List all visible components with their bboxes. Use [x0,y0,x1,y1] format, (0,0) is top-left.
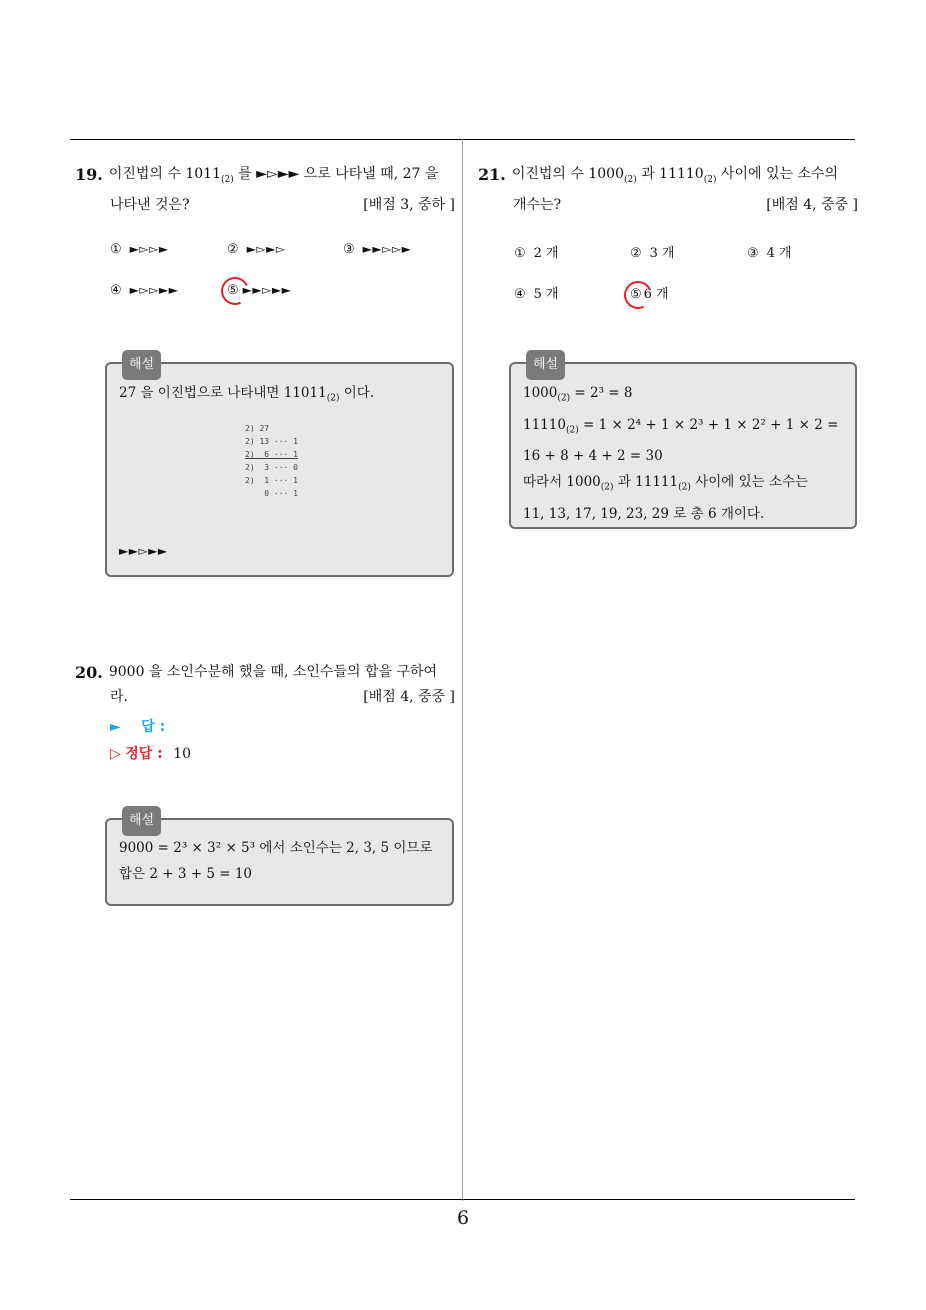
correct-label: 정답 : [125,746,163,762]
correct-answer-row [110,743,191,763]
choice-4[interactable]: ④ ►▻▻►► [110,283,179,298]
explanation-box-21 [509,357,857,529]
choice-2[interactable]: ② 3 개 [630,246,675,261]
explanation-line: 11, 13, 17, 19, 23, 29 로 총 6 개이다. [523,506,765,523]
question-text: 이진법의 수 $1000_{(2)}$ 과 $11110_{(2)}$ 사이에 있는 소수의 [511,166,839,185]
explanation-answer: ►►▻►► [119,544,168,558]
explanation-line: $11110_{(2)} = 1 \times 2^4 + 1 \times 2^3 + 1 \times 2^2 + 1 \times 2$ = [523,416,839,436]
choice-5-correct[interactable]: ⑤ ►►▻►► [227,283,291,298]
choice-2[interactable]: ② ►▻►▻ [227,242,286,257]
explanation-tag: 해설 [122,350,161,380]
answer-row[interactable] [110,716,165,736]
question-number: 20. [75,663,103,682]
red-circle-icon [217,273,253,309]
explanation-tag: 해설 [122,806,161,836]
question-20 [75,660,455,710]
question-21 [478,162,858,218]
explanation-box-19 [105,357,454,577]
choice-3[interactable]: ③ ►►▻▻► [343,242,412,257]
question-19 [75,162,455,218]
bottom-rule [70,1199,855,1200]
explanation-line: 따라서 $1000_{(2)}$ 과 $11111_{(2)}$ 사이에 있는 소수는 [523,474,809,494]
explanation-line: 16 + 8 + 4 + 2 = 30 [523,448,663,465]
correct-value: 10 [173,746,192,762]
explanation-box-20 [105,813,454,906]
question-number: 19. [75,165,103,184]
page-number: 6 [456,1207,470,1229]
choice-4[interactable]: ④ 5 개 [514,287,559,302]
explanation-line: 27 을 이진법으로 나타내면 $11011_{(2)}$ 이다. [119,385,375,404]
explanation-tag: 해설 [526,350,565,380]
choice-1[interactable]: ① ►▻▻► [110,242,169,257]
question-text: 9000 을 소인수분해 했을 때, 소인수들의 합을 구하여 [108,664,438,680]
choice-5-correct[interactable]: ⑤ 6 개 [630,283,669,302]
question-number: 21. [478,165,506,184]
question-text-cont: 개수는? [513,196,562,213]
answer-label: 답 : [141,719,166,735]
outline-triangle-icon: ▷ [110,746,121,762]
division-table: 2) 27 2) 13 ··· 1 2) 6 ··· 1 2) 3 ··· 0 2) 1 ··· 1 0 ··· 1 [245,424,298,498]
score-meta: [배점 4, 중중 ] [766,196,858,213]
choice-1[interactable]: ① 2 개 [514,246,559,261]
question-text-cont: 라. [110,689,128,705]
explanation-line: 9000 = 2³ × 3² × 5³ 에서 소인수는 2, 3, 5 이므로 [119,840,433,856]
explanation-line: 합은 2 + 3 + 5 = 10 [119,866,253,882]
explanation-line: $1000_{(2)} = 2^3 = 8$ [523,385,633,404]
red-circle-icon [620,277,656,313]
play-icon: ► [110,719,121,735]
question-text: 이진법의 수 $1011_{(2)}$ 를 ►▻►► 으로 나타낼 때, 27 을 [108,166,439,185]
question-text-cont: 나타낸 것은? [110,196,190,213]
score-meta: [배점 3, 중하 ] [363,196,455,213]
column-divider [462,139,463,1201]
choice-3[interactable]: ③ 4 개 [747,246,792,261]
score-meta: [배점 4, 중중 ] [363,689,455,705]
